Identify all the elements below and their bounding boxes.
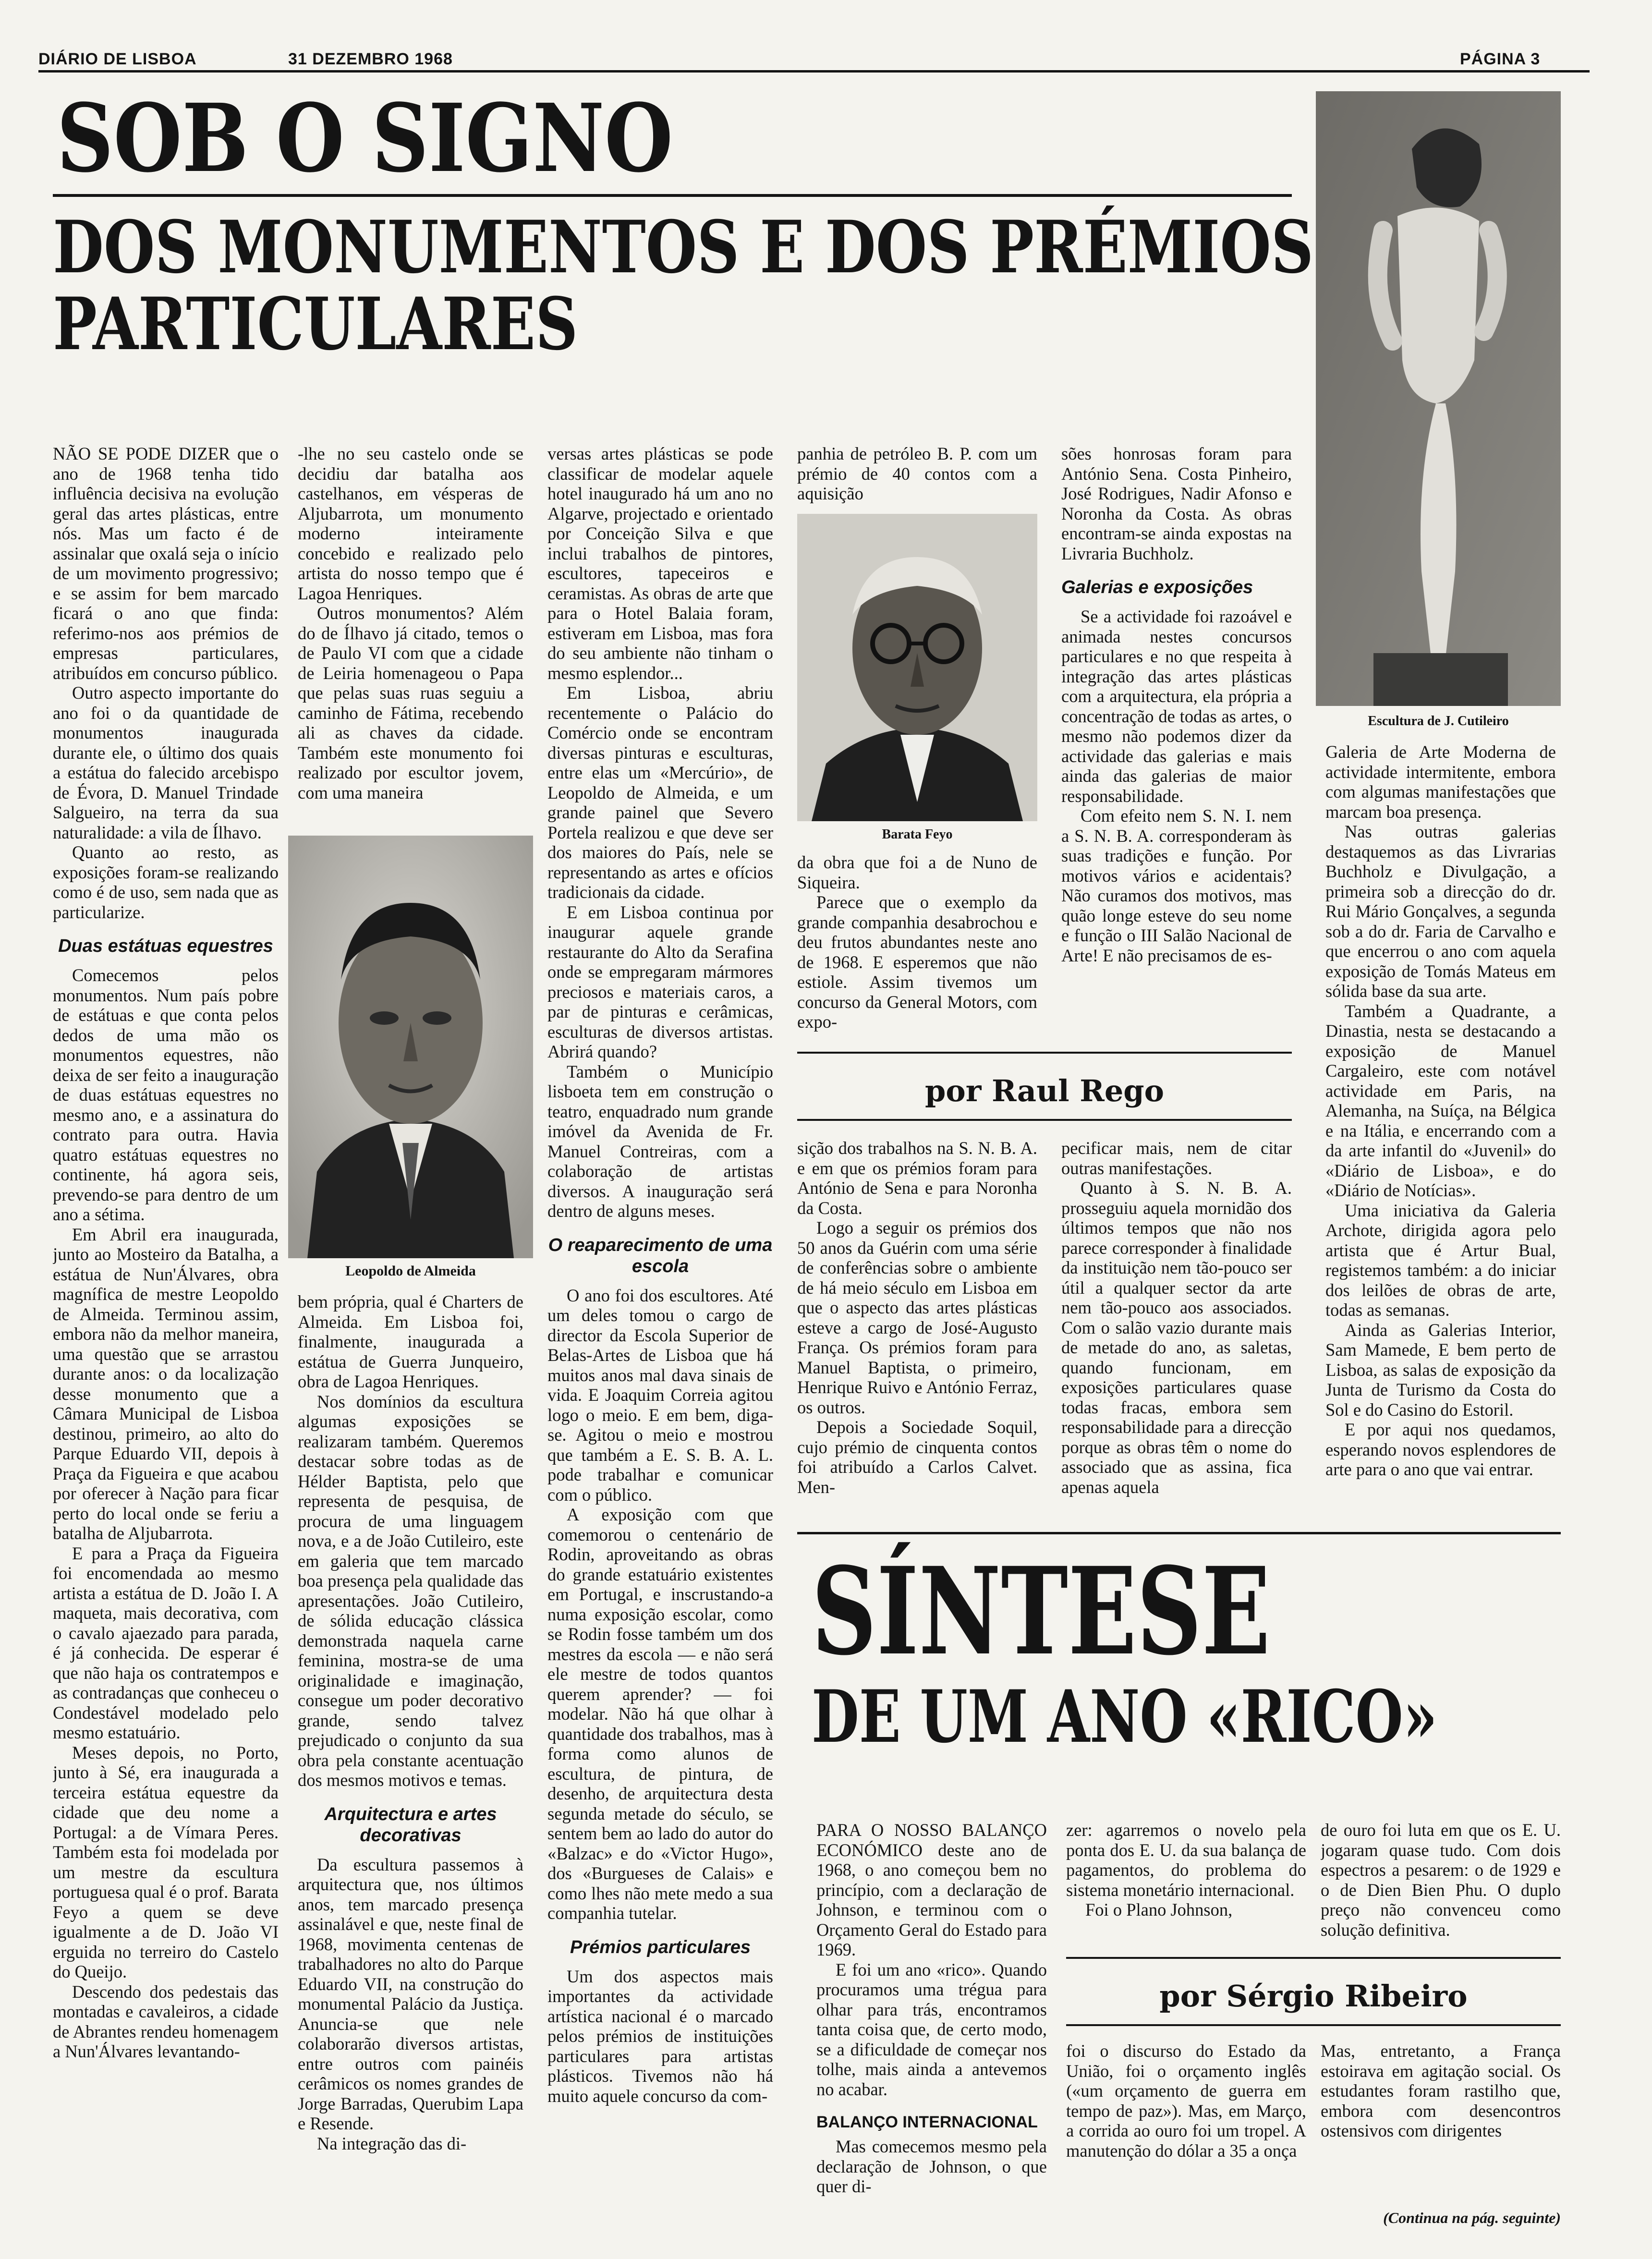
- portrait-image: [288, 836, 533, 1258]
- newspaper-name: DIÁRIO DE LISBOA: [38, 50, 197, 68]
- subheading: Duas estátuas equestres: [58, 936, 273, 956]
- article1-column-6: [1325, 742, 1556, 1530]
- issue-date: 31 DEZEMBRO 1968: [288, 50, 453, 68]
- byline-rule: [1066, 2024, 1561, 2026]
- article1-continuation-1: [797, 1138, 1037, 1518]
- paragraph: Depois a Sociedade Soquil, cujo prémio de cinquenta contos foi atribuído a Carlos Calvet. Men-: [797, 1417, 1037, 1497]
- article2-column-2-bottom: [1066, 2041, 1306, 2233]
- title-particulares: PARTICULARES: [53, 282, 578, 366]
- paragraph: A exposição com que comemorou o centenário de Rodin, aproveitando as obras do grande estatuário existentes em Portugal, e inscrustando-a numa exposição escolar, como se Rodin fosse também um dos mestres da escola — e não será ele mestre de todos quantos querem aprender? — foi modelar. Não há que olhar à quantidade dos trabalhos, mas à forma como alunos de escultura, de pintura, de desenho, de arquitectura desta segunda metade do século, se sentem bem ao lado do autor do «Balzac» e do «Victor Hugo», dos «Burgueses de Calais» e como lhes não mete medo a sua companhia tutelar.: [547, 1505, 773, 1923]
- paragraph: Se a actividade foi razoável e animada nestes concursos particulares e no que respeita à integração das artes plásticas com a arquitectura, ela própria a concentração de todas as artes, o mesmo não podemos dizer da actividade das galerias e mais ainda das galerias de maior responsabilidade.: [1061, 607, 1292, 806]
- article-separator: [797, 1532, 1561, 1534]
- paragraph: Outro aspecto importante do ano foi o da quantidade de monumentos inaugurada durante ele, o último dos quais a estátua do falecido arcebispo de Évora, D. Manuel Trindade Salgueiro, na terra da sua naturalidade: a vila de Ílhavo.: [53, 683, 279, 842]
- paragraph: NÃO SE PODE DIZER que o ano de 1968 tenha tido influência decisiva na evolução geral das artes plásticas, entre nós. Mas um facto é de assinalar que oxalá seja o início de um movimento progressivo; e se assim for bem marcado ficará o ano que finda: referimo-nos aos prémios de empresas particulares, atribuídos em concurso público.: [53, 444, 279, 683]
- paragraph: Mas comecemos mesmo pela declaração de Johnson, o que quer di-: [816, 2137, 1047, 2196]
- paragraph: -lhe no seu castelo onde se decidiu dar batalha aos castelhanos, em vésperas de Aljubarrota, um monumento moderno inteiramente concebido e realizado pelo artista do nosso tempo que é Lagoa Henriques.: [298, 444, 523, 603]
- article2-column-3-bottom: [1321, 2041, 1561, 2204]
- subheading: Galerias e exposições: [1061, 577, 1253, 597]
- paragraph: sição dos trabalhos na S. N. B. A. e em que os prémios foram para António de Sena e para Noronha da Costa.: [797, 1138, 1037, 1218]
- paragraph: versas artes plásticas se pode classificar de modelar aquele hotel inaugurado há um ano no Algarve, projectado e orientado por Conceição Silva e que inclui trabalhos de pintores, escultores, tapeceiros e ceramistas. As obras de arte que para o Hotel Balaia foram, estiveram em Lisboa, mas fora do seu ambiente não tinham o mesmo esplendor...: [547, 444, 773, 683]
- paragraph: Parece que o exemplo da grande companhia desabrochou e deu frutos abundantes neste ano de 1968. E esperemos que não estiole. Assim tivemos um concurso da General Motors, com expo-: [797, 892, 1037, 1032]
- sculpture-image: [1316, 91, 1561, 706]
- paragraph: Comecemos pelos monumentos. Num país pobre de estátuas e que conta pelos dedos de uma mão os monumentos equestres, não deixa de ser feito a inauguração de duas estátuas equestres no mesmo ano, e a assinatura do contrato para outra. Havia quatro estátuas equestres no continente, há agora seis, prevendo-se para dentro de um ano a sétima.: [53, 965, 279, 1224]
- byline-rule: [1066, 1957, 1561, 1959]
- paragraph: PARA O NOSSO BALANÇO ECONÓMICO deste ano de 1968, o ano começou bem no princípio, com a declaração de Johnson, e terminou com o Orçamento Geral do Estado para 1969.: [816, 1820, 1047, 1959]
- paragraph: E em Lisboa continua por inaugurar aquele grande restaurante do Alto da Serafina onde se empregaram mármores preciosos e materiais caros, a par de pinturas e cerâmicas, esculturas de diversos artistas. Abrirá quando?: [547, 902, 773, 1061]
- article2-column-3-top: [1321, 1820, 1561, 1945]
- photo-escultura-cutileiro: [1316, 91, 1561, 706]
- paragraph: O ano foi dos escultores. Até um deles tomou o cargo de director da Escola Superior de Belas-Artes de Lisboa que há muitos anos mal dava sinais de vida. E Joaquim Correia agitou logo o meio. E em bem, diga-se. Agitou o meio e mostrou que também a E. S. B. A. L. pode trabalhar e comunicar com o público.: [547, 1285, 773, 1505]
- subheading: O reaparecimento de uma escola: [548, 1235, 773, 1276]
- paragraph: Meses depois, no Porto, junto à Sé, era inaugurada a terceira estátua equestre da cidade que deu nome a Portugal: a de Vímara Peres. Também esta foi modelada por um mestre da escultura portuguesa qual é o prof. Barata Feyo a quem se deve igualmente a de D. João VI erguida no terreiro do Castelo do Queijo.: [53, 1742, 279, 1981]
- title-sintese: SÍNTESE: [812, 1541, 1271, 1682]
- paragraph: sões honrosas foram para António Sena. Costa Pinheiro, José Rodrigues, Nadir Afonso e Noronha da Costa. As obras encontram-se ainda expostas na Livraria Buchholz.: [1061, 444, 1292, 563]
- paragraph: Em Abril era inaugurada, junto ao Mosteiro da Batalha, a estátua de Nun'Álvares, obra magnífica de mestre Leopoldo de Almeida. Terminou assim, embora não da melhor maneira, uma questão que se arrastou durante anos: o da localização desse monumento que a Câmara Municipal de Lisboa destinou, primeiro, ao alto do Parque Eduardo VII, depois à Praça da Figueira e que acabou por oferecer à Nação para ficar perto do local onde se feriu a batalha de Aljubarrota.: [53, 1224, 279, 1543]
- paragraph: Foi o Plano Johnson,: [1085, 1900, 1233, 1919]
- article1-column-2-bottom: [298, 1292, 523, 2230]
- paragraph: pecificar mais, nem de citar outras manifestações.: [1061, 1138, 1292, 1178]
- paragraph: Também o Município lisboeta tem em construção o teatro, enquadrado num grande imóvel da Avenida de Fr. Manuel Contreiras, com a colaboração de artistas diversos. A inauguração será dentro de alguns meses.: [547, 1061, 773, 1221]
- paragraph: Com efeito nem S. N. I. nem a S. N. B. A. corresponderam às suas tradições e função. Por motivos vários e acidentais? Não curamos dos motivos, mas quão longe esteve do seu nome e função o III Salão Nacional de Arte! E não precisamos de es-: [1061, 806, 1292, 965]
- title-rule: [53, 194, 1292, 197]
- page-number: PÁGINA 3: [1460, 50, 1541, 68]
- photo-caption: Barata Feyo: [882, 827, 953, 842]
- paragraph: E foi um ano «rico». Quando procuramos uma trégua para olhar para trás, encontramos tanta coisa que, de certo modo, se a dificuldade de começar nos tolhe, mais ainda a antevemos no acabar.: [816, 1959, 1047, 2099]
- article1-column-4-top: [797, 444, 1037, 506]
- byline-raul-rego: por Raul Rego: [925, 1073, 1164, 1108]
- photo-caption: Escultura de J. Cutileiro: [1368, 714, 1509, 729]
- byline-rule: [797, 1119, 1292, 1121]
- subheading: Arquitectura e artes decorativas: [324, 1804, 497, 1846]
- paragraph: da obra que foi a de Nuno de Siqueira.: [797, 852, 1037, 892]
- article1-column-1: [53, 444, 279, 2230]
- paragraph: Galeria de Arte Moderna de actividade intermitente, embora com algumas manifestações que marcam boa presença.: [1325, 742, 1556, 822]
- paragraph: Quanto ao resto, as exposições foram-se realizando como é de uso, sem nada que as particularize.: [53, 842, 279, 922]
- paragraph: E para a Praça da Figueira foi encomendada ao mesmo artista a estátua de D. João I. A maqueta, mais decorativa, com o cavalo ajaezado para parada, é já conhecida. De esperar é que não haja os contratempos e as contradanças que conheceu o Condestável modelado pelo mesmo estatuário.: [53, 1543, 279, 1742]
- byline-rule: [797, 1052, 1292, 1054]
- paragraph: Descendo dos pedestais das montadas e cavaleiros, a cidade de Abrantes rendeu homenagem a Nun'Álvares levantando-: [53, 1981, 279, 2061]
- photo-caption: Leopoldo de Almeida: [345, 1263, 476, 1279]
- paragraph: Quanto à S. N. B. A. prosseguiu aquela mornidão dos últimos tempos que não nos parece corresponder à finalidade da instituição nem tão-pouco ser útil a qualquer sector da arte nem tão-pouco aos associados. Com o salão vazio durante mais de metade do ano, as saletas, quando funcionam, em exposições particulares quase todas fracas, embora sem responsabilidade para a direcção porque as obras têm o nome do associado que as assina, fica apenas aquela: [1061, 1178, 1292, 1497]
- paragraph: Também a Quadrante, a Dinastia, nesta se destacando a exposição de Manuel Cargaleiro, este com notável actividade em Paris, na Alemanha, na Suíça, na Bélgica e na Itália, e encerrando com a da arte infantil do «Juvenil» do «Diário de Lisboa», e do «Diário de Notícias».: [1325, 1001, 1556, 1200]
- paragraph: Mas, entretanto, a França estoirava em agitação social. Os estudantes foram rastilho que, embora com desencontros ostensivos com dirigentes: [1321, 2041, 1561, 2140]
- article1-column-2-top: [298, 444, 523, 823]
- continued-note: (Continua na pág. seguinte): [1383, 2209, 1561, 2226]
- paragraph: Outros monumentos? Além do de Ílhavo já citado, temos o de Paulo VI com que a cidade de Leiria homenageou o Papa que pelas suas ruas seguiu a caminho de Fátima, recebendo ali as chaves da cidade. Também este monumento foi realizado por escultor jovem, com uma maneira: [298, 603, 523, 802]
- article1-column-5: [1061, 444, 1292, 1087]
- paragraph: Nas outras galerias destaquemos as das Livrarias Buchholz e Divulgação, a primeira sob a direcção do dr. Rui Mário Gonçalves, a segunda sob a do dr. Faria de Carvalho e que encerrou o ano com aquela exposição de Tomás Mateus em sólida base da sua arte.: [1325, 822, 1556, 1001]
- paragraph: de ouro foi luta em que os E. U. jogaram quase tudo. Com dois espectros a pesarem: o de 1929 e o de Dien Bien Phu. O duplo preço não convenceu como solução definitiva.: [1321, 1820, 1561, 1940]
- paragraph: Da escultura passemos à arquitectura que, nos últimos anos, tem marcado presença assinalável e que, neste final de 1968, movimenta centenas de trabalhadores no alto do Parque Eduardo VII, na construção do monumental Palácio da Justiça. Anuncia-se que nele colaborarão diversos artistas, entre outros com painéis cerâmicos os nomes grandes de Jorge Barradas, Querubim Lapa e Resende.: [298, 1854, 523, 2133]
- paragraph: Na integração das di-: [317, 2133, 467, 2153]
- title-ano-rico: DE UM ANO «RICO»: [812, 1675, 1437, 1759]
- article2-column-1: [816, 1820, 1047, 2233]
- paragraph: Logo a seguir os prémios dos 50 anos da Guérin com uma série de conferências sobre o ambiente de há meio século em Lisboa em que o aspecto das artes plásticas esteve a cargo de José-Augusto França. Os prémios foram para Manuel Baptista, o primeiro, Henrique Ruivo e António Ferraz, os outros.: [797, 1218, 1037, 1417]
- header-rule: [38, 70, 1590, 73]
- subheading: Prémios particulares: [570, 1937, 751, 1957]
- title-monumentos: DOS MONUMENTOS E DOS PRÉMIOS: [53, 205, 1314, 290]
- paragraph: zer: agarremos o novelo pela ponta dos E. U. da sua balança de pagamentos, do problema do sistema monetário internacional.: [1066, 1820, 1306, 1900]
- subheading: BALANÇO INTERNACIONAL: [816, 2113, 1038, 2131]
- paragraph: Uma iniciativa da Galeria Archote, dirigida agora pelo artista que é Artur Bual, registemos também: a do iniciar dos leilões de obras de arte, todas as semanas.: [1325, 1200, 1556, 1320]
- photo-barata-feyo: [797, 514, 1037, 821]
- paragraph: Um dos aspectos mais importantes da actividade artística nacional é o marcado pelos prémios de instituições particulares para artistas plásticos. Tivemos não há muito aquele concurso da com-: [547, 1966, 773, 2106]
- paragraph: Em Lisboa, abriu recentemente o Palácio do Comércio onde se encontram diversas pinturas e esculturas, entre elas um «Mercúrio», de Leopoldo de Almeida, e um grande painel que Severo Portela realizou e que deve ser dos maiores do País, nele se representando as artes e ofícios tradicionais da cidade.: [547, 683, 773, 902]
- paragraph: Nos domínios da escultura algumas exposições se realizaram também. Queremos destacar sobre todas as de Hélder Baptista, pelo que representa de pesquisa, de procura de uma linguagem nova, e a de João Cutileiro, este em galeria que tem marcado boa presença pela qualidade das apresentações. João Cutileiro, de sólida educação clássica demonstrada naquela carne feminina, mostra-se de uma originalidade e imaginação, consegue um poder decorativo grande, sendo talvez prejudicado o conjunto da sua obra pela constante acentuação dos mesmos motivos e temas.: [298, 1391, 523, 1790]
- article1-continuation-2: [1061, 1138, 1292, 1518]
- portrait-image: [797, 514, 1037, 821]
- paragraph: E por aqui nos quedamos, esperando novos esplendores de arte para o ano que vai entrar.: [1325, 1420, 1556, 1479]
- title-sob-o-signo: SOB O SIGNO: [57, 83, 673, 193]
- paragraph: panhia de petróleo B. P. com um prémio de 40 contos com a aquisição: [797, 444, 1037, 503]
- paragraph: foi o discurso do Estado da União, foi o orçamento inglês («um orçamento de guerra em tempo de paz»). Mas, em Março, a corrida ao ouro foi um tropel. A manutenção do dólar a 35 a onça: [1066, 2041, 1306, 2161]
- paragraph: Ainda as Galerias Interior, Sam Mamede, E bem perto de Lisboa, as salas de exposição da Junta de Turismo da Costa do Sol e do Casino do Estoril.: [1325, 1320, 1556, 1420]
- article2-column-2-top: [1066, 1820, 1306, 1945]
- article1-column-3: [547, 444, 773, 2230]
- byline-sergio-ribeiro: por Sérgio Ribeiro: [1159, 1979, 1468, 2014]
- paragraph: bem própria, qual é Charters de Almeida. Em Lisboa foi, finalmente, inaugurada a estátua de Guerra Junqueiro, obra de Lagoa Henriques.: [298, 1292, 523, 1391]
- photo-leopoldo-de-almeida: [288, 836, 533, 1258]
